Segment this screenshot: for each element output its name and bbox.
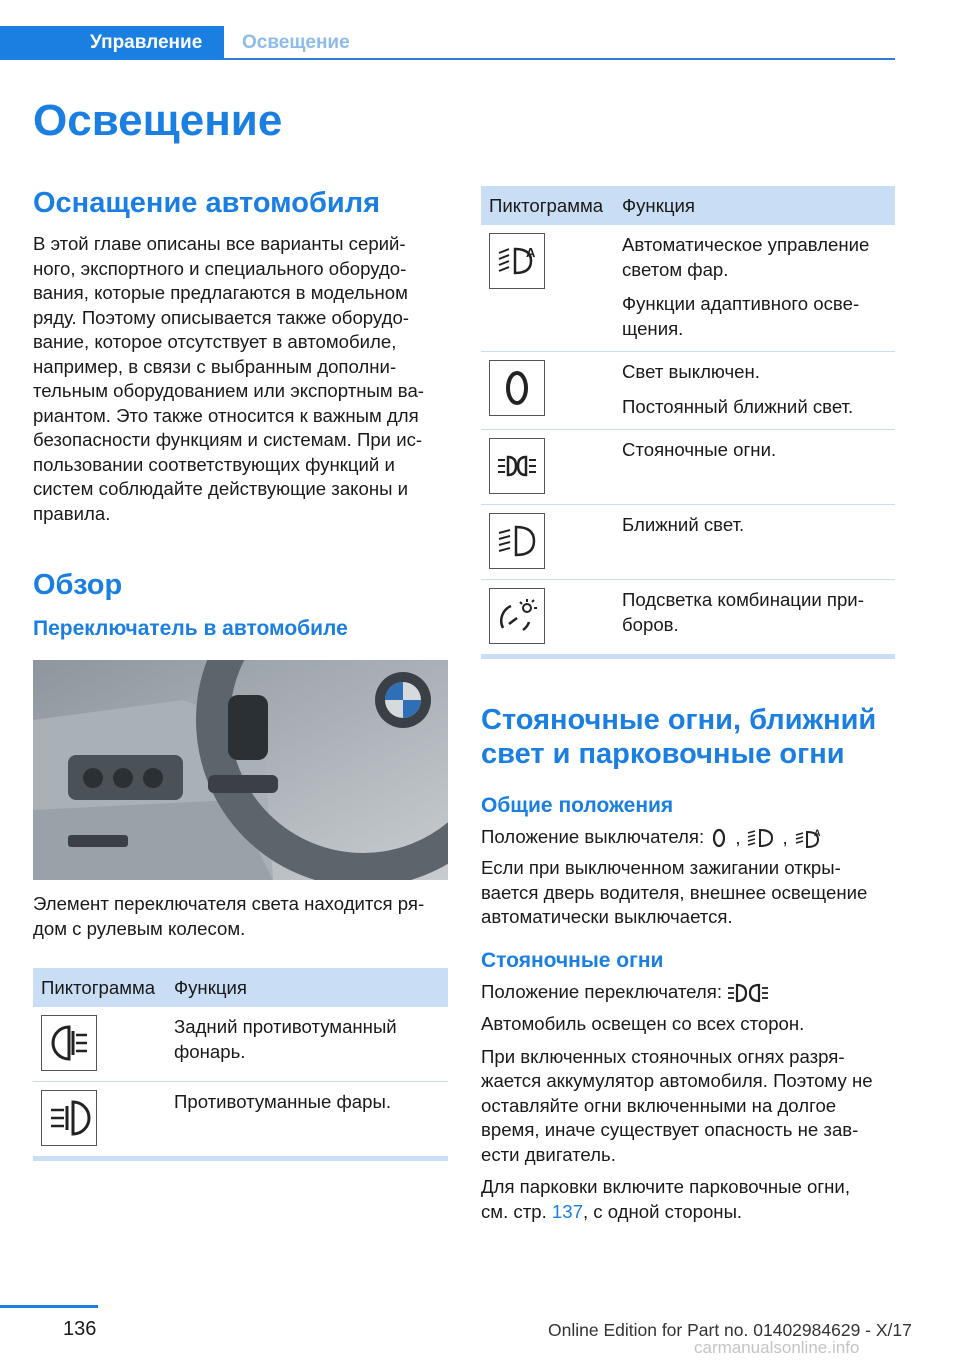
- rear-fog-light-icon: [41, 1015, 97, 1071]
- table-row: Задний противотуманный фонарь.: [33, 1007, 448, 1082]
- svg-text:A: A: [526, 245, 536, 260]
- parking-text-1: Автомобиль освещен со всех сторон.: [481, 1013, 805, 1035]
- parking-switch-line: Положение переключателя:: [481, 980, 895, 1005]
- lights-off-icon: [709, 827, 729, 849]
- col-header-pictogram: Пиктограмма: [481, 186, 614, 225]
- equipment-paragraph: В этой главе описаны все варианты серий- ного, экспортного и специального оборудо- вания, которые предлагаются в модельном ряду. Поэтому описывается также оборудо- вание, которое отсутствует в автомобиле, например, в связи с выбранным дополни- тельным оборудованием или экспортным ва- риантом. Это также относится к важным для безопасности функциям и системам. При ис- пользовании соответствующих функций и систем соблюдайте действующие законы и правила.: [33, 233, 424, 524]
- auto-headlight-icon: [489, 233, 545, 289]
- col-header-function: Функция: [614, 186, 895, 225]
- parking-text-3: Для парковки включите парковочные огни, см. стр. 137, с одной стороны.: [481, 1176, 850, 1222]
- tab-control[interactable]: Управление: [0, 26, 224, 60]
- svg-text:A: A: [813, 828, 821, 839]
- table-row: Стояночные огни.: [481, 430, 895, 505]
- section-lights-title: Стояночные огни, ближний свет и парковочные огни: [481, 704, 877, 770]
- photo-caption: Элемент переключателя света находится ря- дом с рулевым колесом.: [33, 893, 425, 939]
- section-equipment-title: Оснащение автомобиля: [33, 187, 381, 219]
- auto-headlight-icon: [794, 827, 824, 849]
- table-end-bar: [33, 1156, 448, 1161]
- dashboard-photo: [33, 660, 448, 880]
- right-column: [481, 186, 895, 1224]
- parking-text-2: При включенных стояночных огнях разря- жается аккумулятор автомобиля. Поэтому не оставляйте огни включенными на долгое время, иначе существует опасность не зав- ести двигатель.: [481, 1045, 873, 1165]
- edition-footer: Online Edition for Part no. 01402984629 - X/17: [548, 1320, 912, 1340]
- page-reference-link[interactable]: 137: [551, 1200, 583, 1222]
- table-row: Подсветка комбинации при- боров.: [481, 580, 895, 655]
- section-overview-title: Обзор: [33, 569, 123, 601]
- low-beam-icon: [746, 827, 776, 849]
- page-number: 136: [63, 1318, 97, 1340]
- instrument-lighting-icon: [489, 588, 545, 644]
- col-header-function: Функция: [166, 968, 448, 1007]
- table-row: Противотуманные фары.: [33, 1082, 448, 1157]
- watermark[interactable]: carmanualsonline.info: [694, 1338, 860, 1357]
- col-header-pictogram: Пиктограмма: [33, 968, 166, 1007]
- tab-lighting[interactable]: Освещение: [242, 32, 350, 53]
- right-picto-table: [481, 186, 895, 654]
- parking-lights-title: Стояночные огни: [481, 948, 664, 972]
- dashboard-illustration: [33, 660, 448, 880]
- table-row: Ближний свет.: [481, 505, 895, 580]
- parking-lights-icon: [489, 438, 545, 494]
- front-fog-lights-icon: [41, 1090, 97, 1146]
- general-title: Общие положения: [481, 794, 674, 817]
- left-picto-table-wrap: [33, 968, 448, 1161]
- left-column: [33, 186, 448, 1161]
- switch-positions-line: Положение выключателя: , , A: [481, 825, 895, 850]
- parking-lights-icon: [727, 982, 777, 1004]
- page-title: Освещение: [33, 96, 283, 145]
- left-picto-table: [33, 968, 448, 1156]
- table-end-bar: [481, 654, 895, 659]
- header-tabbar: [0, 26, 895, 60]
- footer-accent-line: [0, 1305, 98, 1308]
- low-beam-icon: [489, 513, 545, 569]
- table-row: Свет выключен. Постоянный ближний свет.: [481, 352, 895, 430]
- auto-off-paragraph: Если при выключенном зажигании откры- вается дверь водителя, внешнее освещение автоматически выключается.: [481, 857, 868, 928]
- table-row: A Автоматическое управление светом фар. Функции адаптивного осве- щения.: [481, 225, 895, 352]
- lights-off-icon: [489, 360, 545, 416]
- subsection-switch-title: Переключатель в автомобиле: [33, 617, 348, 640]
